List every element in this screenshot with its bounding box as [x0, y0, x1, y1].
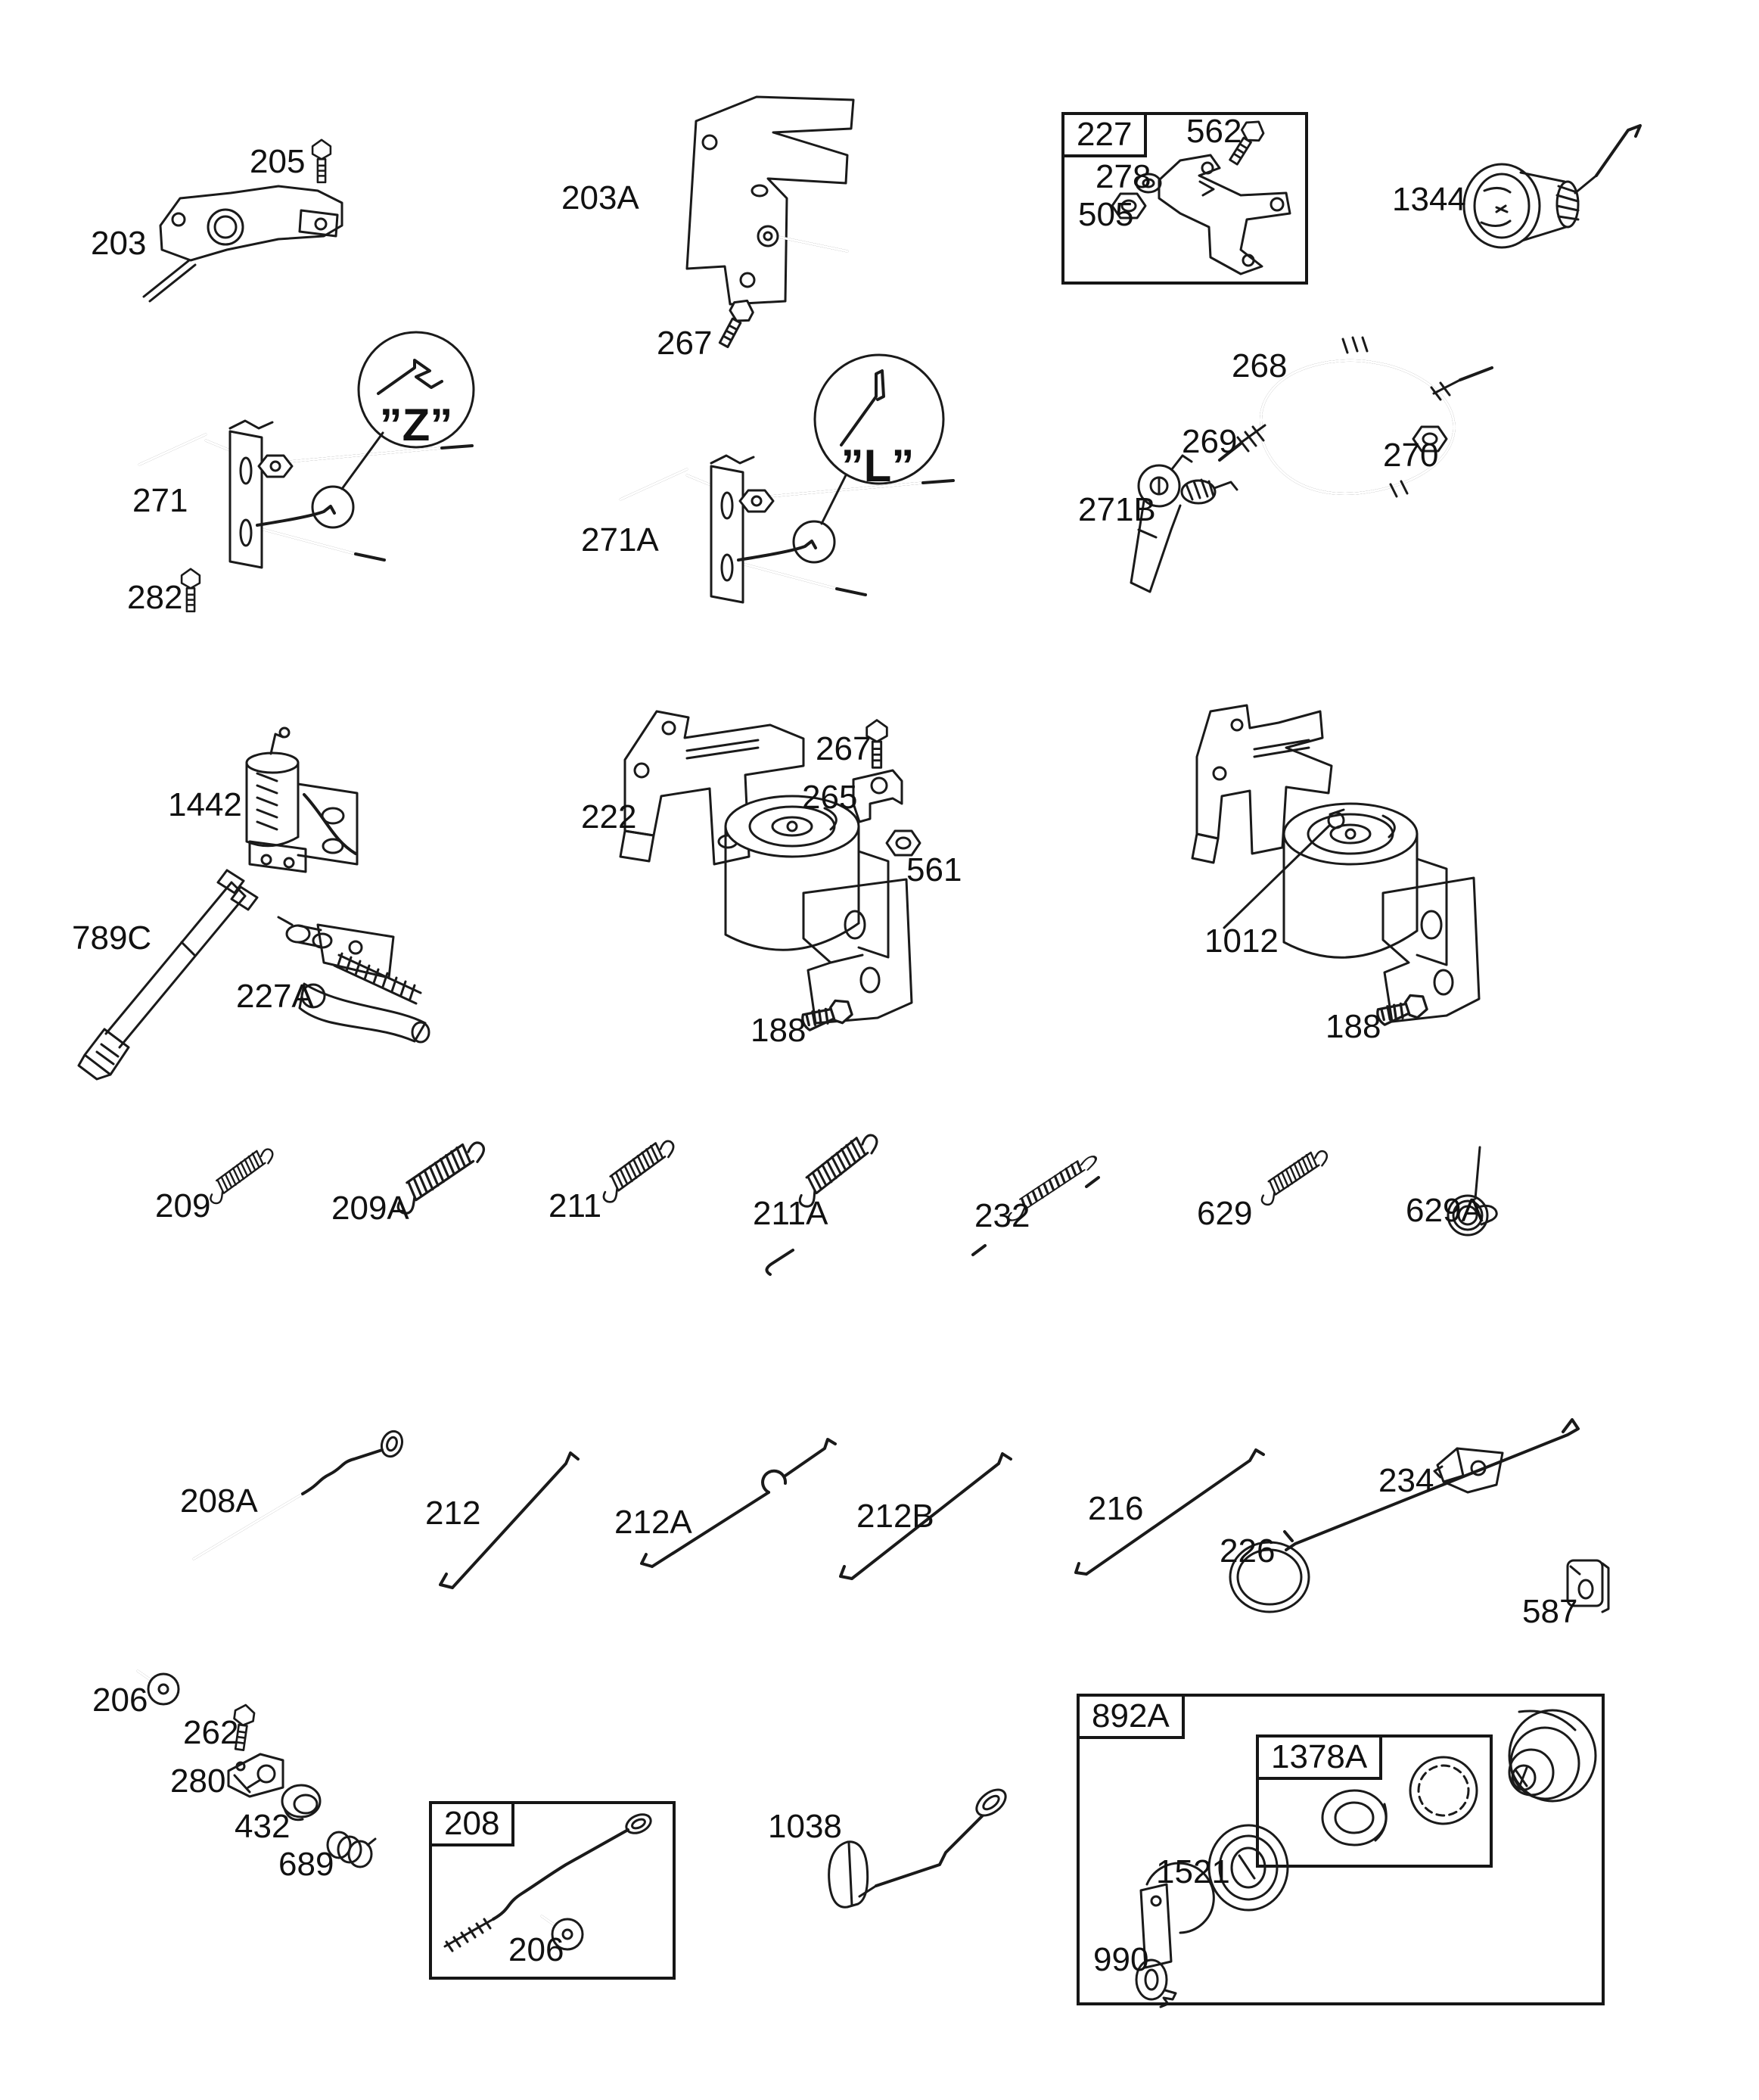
label-1038: 1038	[768, 1808, 842, 1845]
label-227A: 227A	[236, 978, 314, 1015]
label-629: 629	[1197, 1195, 1253, 1232]
label-262: 262	[183, 1714, 239, 1751]
box-227-tag: 227	[1061, 112, 1147, 157]
label-232: 232	[974, 1197, 1030, 1234]
part-203-bracket	[144, 186, 342, 301]
part-212A-rod	[642, 1439, 835, 1566]
label-265: 265	[802, 779, 858, 816]
label-226: 226	[1220, 1532, 1276, 1570]
label-629A: 629A	[1406, 1192, 1484, 1229]
part-1012-solenoid-assembly	[1192, 705, 1479, 1022]
label-212B: 212B	[856, 1498, 934, 1535]
label-detail-Z: ”Z”	[379, 400, 453, 450]
label-990: 990	[1093, 1941, 1149, 1978]
label-282: 282	[127, 579, 183, 616]
label-208A: 208A	[180, 1482, 258, 1520]
label-206-a: 206	[92, 1682, 148, 1719]
part-892A-knob	[1509, 1710, 1596, 1801]
label-268: 268	[1232, 347, 1288, 384]
part-188-screw-a	[800, 997, 853, 1034]
part-208-rod	[445, 1811, 654, 1951]
label-203: 203	[91, 225, 147, 262]
label-1521: 1521	[1156, 1853, 1230, 1890]
part-209-spring	[201, 1145, 281, 1206]
label-505: 505	[1078, 196, 1134, 233]
label-432: 432	[235, 1808, 291, 1845]
label-212A: 212A	[614, 1504, 692, 1541]
label-587: 587	[1522, 1593, 1578, 1630]
label-1012: 1012	[1204, 922, 1279, 960]
detail-z-wire	[378, 360, 442, 394]
label-271A: 271A	[581, 521, 659, 558]
detail-l-wire	[841, 371, 884, 445]
label-278: 278	[1095, 158, 1151, 195]
part-203A-bracket	[687, 97, 853, 304]
label-211A: 211A	[753, 1195, 828, 1232]
label-267-top: 267	[657, 325, 713, 362]
label-1442: 1442	[168, 786, 242, 823]
part-282-bolt	[182, 569, 200, 611]
label-561: 561	[906, 851, 962, 888]
part-280-bracket	[228, 1754, 283, 1797]
label-267-mid: 267	[816, 730, 872, 767]
part-1038-link	[829, 1784, 1011, 1907]
label-205: 205	[250, 143, 306, 180]
label-206-b: 206	[508, 1931, 564, 1968]
part-629-spring	[1253, 1146, 1335, 1207]
label-209A: 209A	[331, 1190, 409, 1227]
label-271B: 271B	[1078, 491, 1156, 528]
detail-z-pointer	[342, 433, 383, 489]
part-1378A-seal	[1322, 1790, 1386, 1845]
label-216: 216	[1088, 1490, 1144, 1527]
label-203A: 203A	[561, 179, 639, 216]
label-271: 271	[132, 482, 188, 519]
label-789C: 789C	[72, 919, 152, 957]
part-205-bolt	[312, 140, 331, 182]
part-789C-wire-link	[79, 870, 257, 1079]
box-1378A-tag: 1378A	[1256, 1734, 1382, 1780]
label-562: 562	[1186, 113, 1242, 150]
part-265-clip	[853, 770, 902, 822]
part-226-rod	[1230, 1420, 1578, 1612]
part-1442-solenoid-assembly	[247, 728, 357, 872]
label-222: 222	[581, 798, 637, 835]
part-689-spring	[328, 1832, 375, 1867]
label-211: 211	[549, 1187, 602, 1224]
label-234: 234	[1378, 1462, 1434, 1499]
label-detail-L: ”L”	[841, 440, 915, 491]
label-689: 689	[278, 1846, 334, 1883]
label-188-a: 188	[751, 1012, 806, 1049]
label-270: 270	[1383, 437, 1439, 474]
label-280: 280	[170, 1762, 226, 1800]
label-269: 269	[1182, 423, 1238, 460]
part-227-bracket	[1159, 155, 1290, 274]
label-188-b: 188	[1325, 1008, 1381, 1045]
label-1344: 1344	[1392, 181, 1466, 218]
box-208-tag: 208	[429, 1801, 514, 1846]
part-188-screw-b	[1375, 992, 1428, 1029]
part-234-clip	[1434, 1448, 1503, 1492]
box-892A-tag: 892A	[1077, 1694, 1185, 1739]
part-211-spring	[593, 1136, 682, 1204]
part-1344-choke-knob	[1464, 126, 1640, 247]
label-212: 212	[425, 1495, 481, 1532]
part-1378A-lock-washer	[1410, 1757, 1477, 1824]
label-209: 209	[155, 1187, 211, 1224]
